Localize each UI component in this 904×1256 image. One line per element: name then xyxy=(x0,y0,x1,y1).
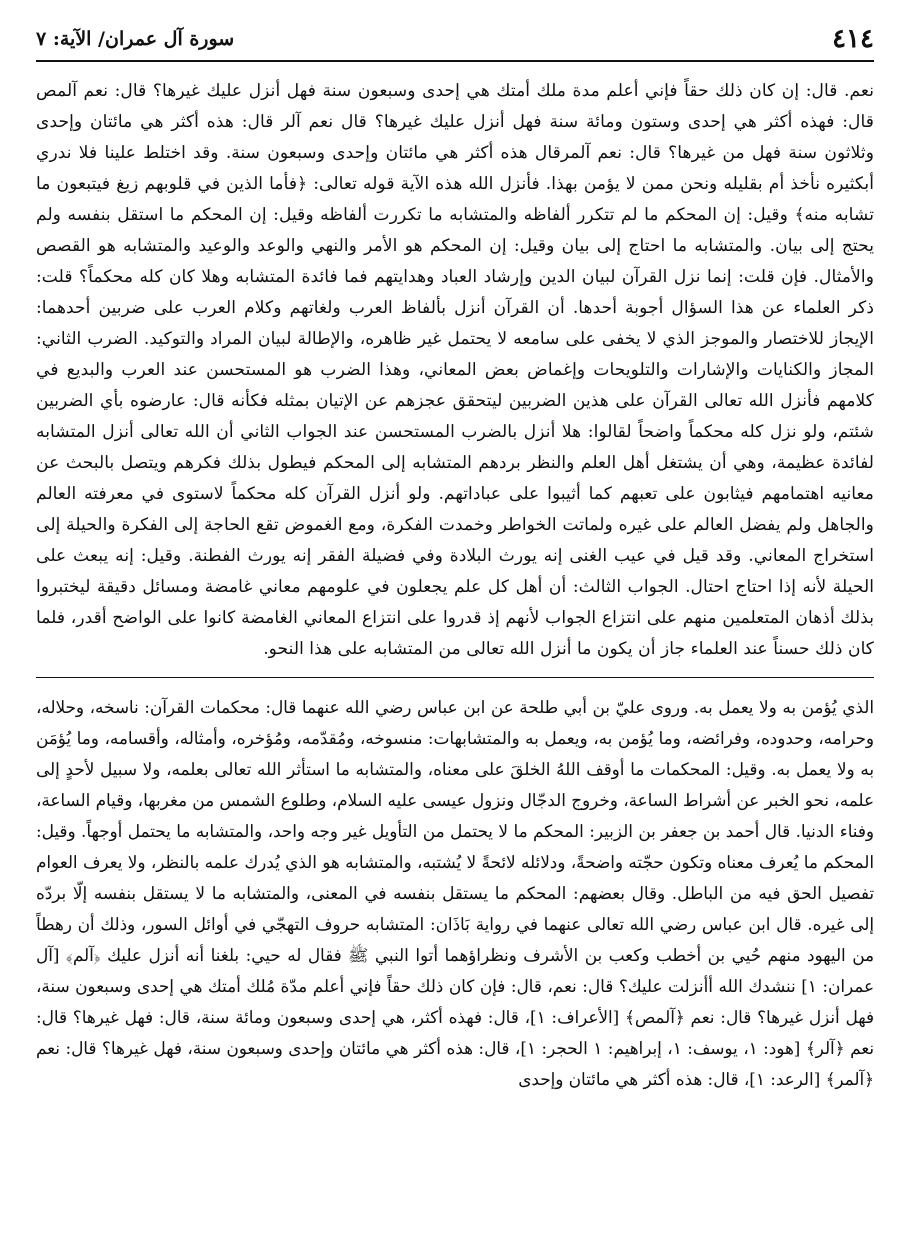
page-number: ٤١٤ xyxy=(832,24,874,54)
footnotes xyxy=(36,692,874,1095)
footnote-separator xyxy=(36,677,874,678)
footnote-paragraph: الذي يُؤمن به ولا يعمل به. وروى عليّ بن أبي طلحة عن ابن عباس رضي الله عنهما قال: محكمات القرآن: ناسخه، وحلاله، وحرامه، وحدوده، وفرائضه، وما يُؤمن به، ويعمل به والمتشابهات: منسوخه، ومُقدّمه، ومُؤخره، وأمثاله، وأقسامه، وما يُؤمَن به ولا يعمل به. وقيل: المحكمات ما أوقف اللهُ الخلقَ على معناه، والمتشابه ما استأثر الله تعالى بعلمه، ولا سبيل لأحدٍ إلى علمه، نحو الخبر عن أشراط الساعة، وخروج الدجّال ونزول عيسى عليه السلام، وطلوع الشمس من مغربها، وقيام الساعة، وفناء الدنيا. قال أحمد بن جعفر بن الزبير: المحكم ما لا يحتمل من التأويل غير وجه واحد، والمتشابه ما يحتمل أوجهاً. وقيل: المحكم ما يُعرف معناه وتكون حجّته واضحةً، ودلائله لائحةً لا يُشتبه، والمتشابه هو الذي يُدرك علمه بالنظر، ولا يعرف العوام تفصيل الحق فيه من الباطل. وقال بعضهم: المحكم ما يستقل بنفسه في المعنى، والمتشابه ما لا يستقل بنفسه إلّا بردّه إلى غيره. قال ابن عباس رضي الله تعالى عنهما في رواية بَاذَان: المتشابه حروف التهجّي في أوائل السور، وذلك أن رهطاً من اليهود منهم حُيي بن أخطب وكعب بن الأشرف ونظراؤهما أتوا النبي ﷺ فقال له حيي: بلغنا أنه أنزل عليك ﴿آلم﴾ [آل عمران: ١] ننشدك الله أأنزلت عليك؟ قال: نعم، قال: فإن كان ذلك حقاً فإني أعلم مدّة مُلك أمتك هي إحدى وسبعون سنة، فهل أنزل غيرها؟ قال: نعم ﴿آلمص﴾ [الأعراف: ١]، قال: فهذه أكثر، هي إحدى وسبعون ومائة سنة، قال: فهل غيرها؟ قال: نعم ﴿آلر﴾ [هود: ١، يوسف: ١، إبراهيم: ١ الحجر: ١]، قال: هذه أكثر هي مائتان وإحدى وسبعون سنة، فهل غيرها؟ قال: نعم ﴿آلمر﴾ [الرعد: ١]، قال: هذه أكثر هي مائتان وإحدى xyxy=(36,697,874,1089)
main-paragraph: نعم. قال: إن كان ذلك حقاً فإني أعلم مدة ملك أمتك هي إحدى وسبعون سنة فهل أنزل عليك غيرها؟ قال: نعم آلمص قال: فهذه أكثر هي إحدى وستون ومائة سنة فهل أنزل عليك غيرها؟ قال نعم آلر قال: هذه أكثر هي مائتان وإحدى وثلاثون سنة فهل من غيرها؟ قال: نعم آلمرقال هذه أكثر هي مائتان وإحدى وسبعون سنة. وقد اختلط علينا فلا ندري أبكثيره نأخذ أم بقليله ونحن ممن لا يؤمن بهذا. فأنزل الله هذه الآية قوله تعالى: ﴿فأما الذين في قلوبهم زيغ فيتبعون ما تشابه منه﴾ وقيل: إن المحكم ما لم تتكرر ألفاظه والمتشابه ما تكررت ألفاظه وقيل: إن المحكم ما استقل بنفسه ولم يحتج إلى بيان. والمتشابه ما احتاج إلى بيان وقيل: إن المحكم هو الأمر والنهي والوعد والوعيد والمتشابه هو القصص والأمثال. فإن قلت: إنما نزل القرآن لبيان الدين وإرشاد العباد وهدايتهم فما فائدة المتشابه وهلا كان كله محكماً؟ قلت: ذكر العلماء عن هذا السؤال أجوبة أحدها. أن القرآن أنزل بألفاظ العرب ولغاتهم وكلام العرب على ضربين أحدهما: الإيجاز للاختصار والموجز الذي لا يخفى على سامعه لا يحتمل غير ظاهره، والإطالة لبيان المراد والتوكيد. الضرب الثاني: المجاز والكنايات والإشارات والتلويحات وإغماض بعض المعاني، وهذا الضرب هو المستحسن عند العرب والبديع في كلامهم فأنزل الله تعالى القرآن على هذين الضربين ليتحقق عجزهم عن الإتيان بمثله فكأنه قال: عارضوه بأي الضربين شئتم، ولو نزل كله محكماً واضحاً لقالوا: هلا أنزل بالضرب المستحسن عند الجواب الثاني أن الله تعالى أنزل المتشابه لفائدة عظيمة، وهي أن يشتغل أهل العلم والنظر بردهم المتشابه إلى المحكم فيطول بذلك فكرهم ويتصل بالبحث عن معانيه اهتمامهم فيثابون على تعبهم كما أثيبوا على عباداتهم. ولو أنزل القرآن كله محكماً لاستوى في معرفته العالم والجاهل ولم يفضل العالم على غيره ولماتت الخواطر وخمدت الفكرة، ومع الغموض تقع الحاجة إلى الفكرة والحيلة إلى استخراج المعاني. وقد قيل في عيب الغنى إنه يورث البلادة وفي فضيلة الفقر إنه يورث الفطنة. وقيل: إنه يبعث على الحيلة لأنه إذا احتاج احتال. الجواب الثالث: أن أهل كل علم يجعلون في علومهم معاني غامضة ومسائل دقيقة ليختبروا بذلك أذهان المتعلمين منهم على انتزاع الجواب لأنهم إذ قدروا على انتزاع المعاني الغامضة كانوا على الواضح أقدر، فلما كان ذلك حسناً عند العلماء جاز أن يكون ما أنزل الله تعالى من المتشابه على هذا النحو. xyxy=(36,81,874,659)
running-title: سورة آل عمران/ الآية: ٧ xyxy=(36,28,235,50)
book-page xyxy=(36,22,874,1095)
main-text xyxy=(36,76,874,665)
page-header xyxy=(36,22,874,62)
